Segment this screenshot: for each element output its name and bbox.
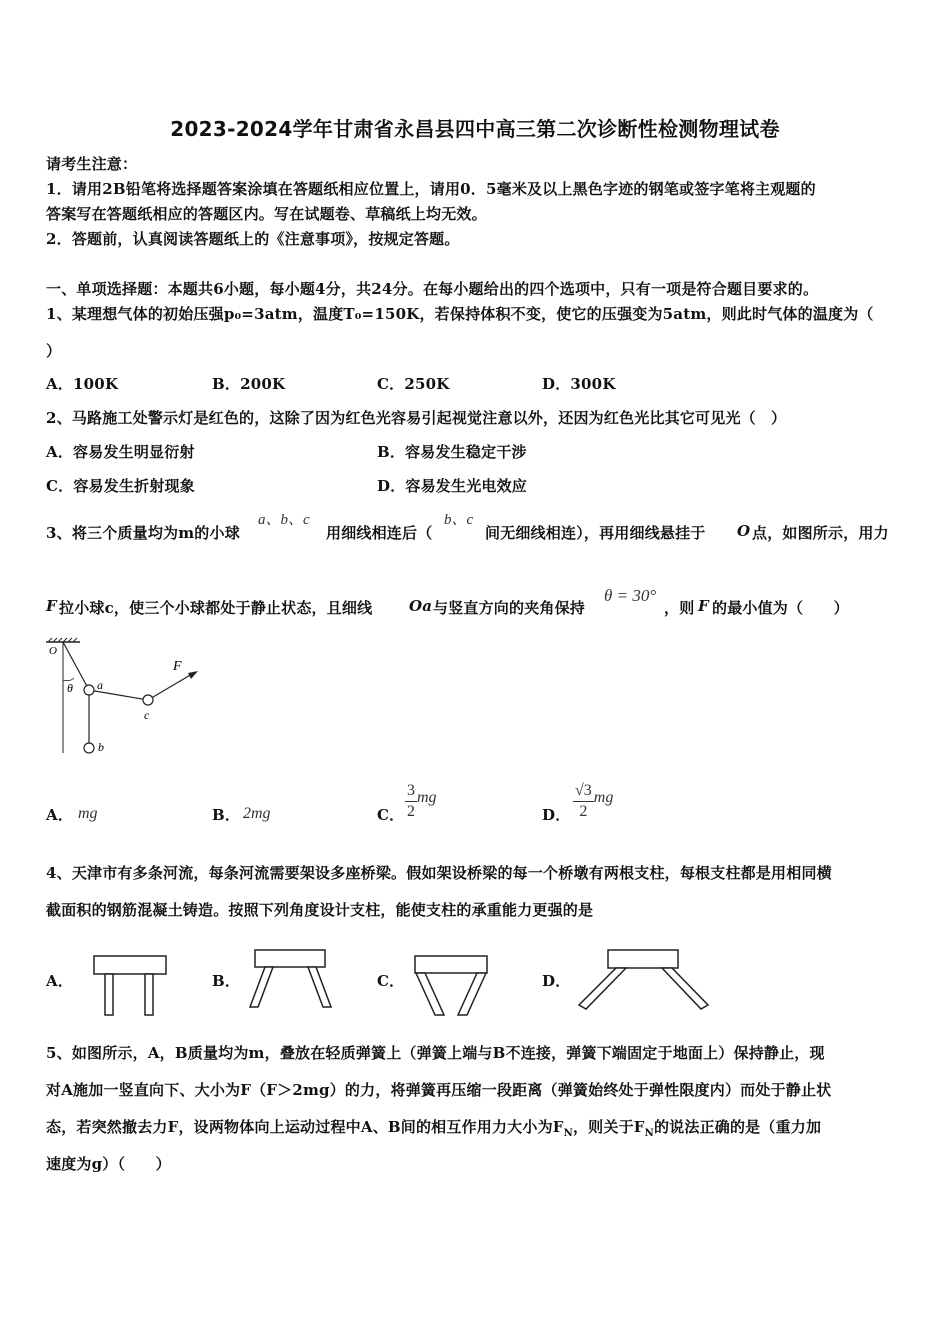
q3-part1: 3、将三个质量均为m的小球 [46,524,240,542]
q4-option-c-label: C． [377,972,405,990]
notice-heading: 请考生注意： [46,155,138,173]
q2-option-d: D．容易发生光电效应 [377,477,528,495]
q3-option-a-label: A． [46,806,74,824]
q3-part4: 点，如图所示，用力 [752,524,889,542]
q3-math-bc: b、c [444,512,474,528]
q3-line2-d: 的最小值为（ ） [712,599,849,617]
q4-option-b-pillar [248,949,333,1011]
q1-option-a: A．100K [46,375,119,393]
q3-part2: 用细线相连后（ [326,524,433,542]
q3-option-c: $\frac{3}{2}$ mg [407,782,437,820]
fig-label-f: F [173,659,182,674]
q1-option-d: D．300K [542,375,616,393]
fig-label-b: b [98,740,104,754]
q3-part3: 间无细线相连），再用细线悬挂于 [485,524,706,542]
ball-b [84,743,94,753]
notice-line1: 1．请用2B铅笔将选择题答案涂填在答题纸相应位置上，请用0．5毫米及以上黑色字迹的钢笔或签字笔将主观题的 [46,180,816,198]
q1-option-b: B．200K [212,375,286,393]
q4-option-d-pillar [578,949,710,1011]
q1-option-c: C．250K [377,375,450,393]
q5-line3: 态，若突然撤去力F，设两物体向上运动过程中A、B间的相互作用力大小为$F_N$，则关于$F_N$的说法正确的是（重力加 [46,1118,822,1139]
q3-line-oa: Oa [409,597,433,615]
notice-line2: 答案写在答题纸相应的答题区内。写在试题卷、草稿纸上均无效。 [46,205,487,223]
q3-option-a: mg [78,805,98,822]
q2-option-a: A．容易发生明显衍射 [46,443,195,461]
q4-line2: 截面积的钢筋混凝土铸造。按照下列角度设计支柱，能使支柱的承重能力更强的是 [46,901,594,919]
q4-option-a-pillar [93,955,168,1017]
q3-line2-b: 与竖直方向的夹角保持 [433,599,586,617]
q4-line1: 4、天津市有多条河流，每条河流需要架设多座桥梁。假如架设桥梁的每一个桥墩有两根支柱，每根支柱都是用相同横 [46,864,832,882]
q3-pendulum-figure [40,638,210,763]
q5-line4: 速度为g）（ ） [46,1155,171,1173]
ball-a [84,685,94,695]
q2-stem: 2、马路施工处警示灯是红色的，这除了因为红色光容易引起视觉注意以外，还因为红色光比其它可见光（ ） [46,409,787,427]
q2-option-c: C．容易发生折射现象 [46,477,195,495]
q3-theta: θ = 30° [604,586,657,605]
fig-label-a: a [97,678,103,692]
q5-line1: 5、如图所示，A，B质量均为m，叠放在轻质弹簧上（弹簧上端与B不连接，弹簧下端固定于地面上）保持静止，现 [46,1044,825,1062]
q5-line2: 对A施加一竖直向下、大小为F（F＞2mg）的力，将弹簧再压缩一段距离（弹簧始终处于弹性限度内）而处于静止状 [46,1081,832,1099]
q3-force-f2: F [698,597,709,615]
q3-force-f: F [46,597,57,615]
q3-math-abc: a、b、c [258,512,310,528]
q4-option-b-label: B． [212,972,241,990]
page-title: 2023-2024学年甘肃省永昌县四中高三第二次诊断性检测物理试卷 [170,117,780,141]
notice-line3: 2．答题前，认真阅读答题纸上的《注意事项》，按规定答题。 [46,230,460,248]
q3-line2-c: ，则 [664,599,695,617]
q1-stem-end: ） [46,342,62,360]
section-heading: 一、单项选择题：本题共6小题，每小题4分，共24分。在每小题给出的四个选项中，只有一项是符合题目要求的。 [46,280,819,298]
q3-option-d: $\frac{√3}{2}$ mg [575,782,614,820]
q3-point-o: O [737,522,751,540]
q1-stem: 1、某理想气体的初始压强p₀=3atm，温度T₀=150K，若保持体积不变，使它的压强变为5atm，则此时气体的温度为（ [46,305,874,323]
fig-label-theta: θ [67,681,73,695]
ball-c [143,695,153,705]
fig-label-c: c [144,708,150,722]
q3-option-c-label: C． [377,806,405,824]
q2-option-b: B．容易发生稳定干涉 [377,443,527,461]
fig-label-o: O [49,645,57,657]
q3-option-b-label: B． [212,806,241,824]
q4-option-d-label: D． [542,972,571,990]
q4-option-c-pillar [412,955,492,1017]
q3-line2-a: 拉小球c，使三个小球都处于静止状态，且细线 [59,599,373,617]
q4-option-a-label: A． [46,972,74,990]
q3-option-d-label: D． [542,806,571,824]
q3-option-b: 2mg [243,805,271,822]
